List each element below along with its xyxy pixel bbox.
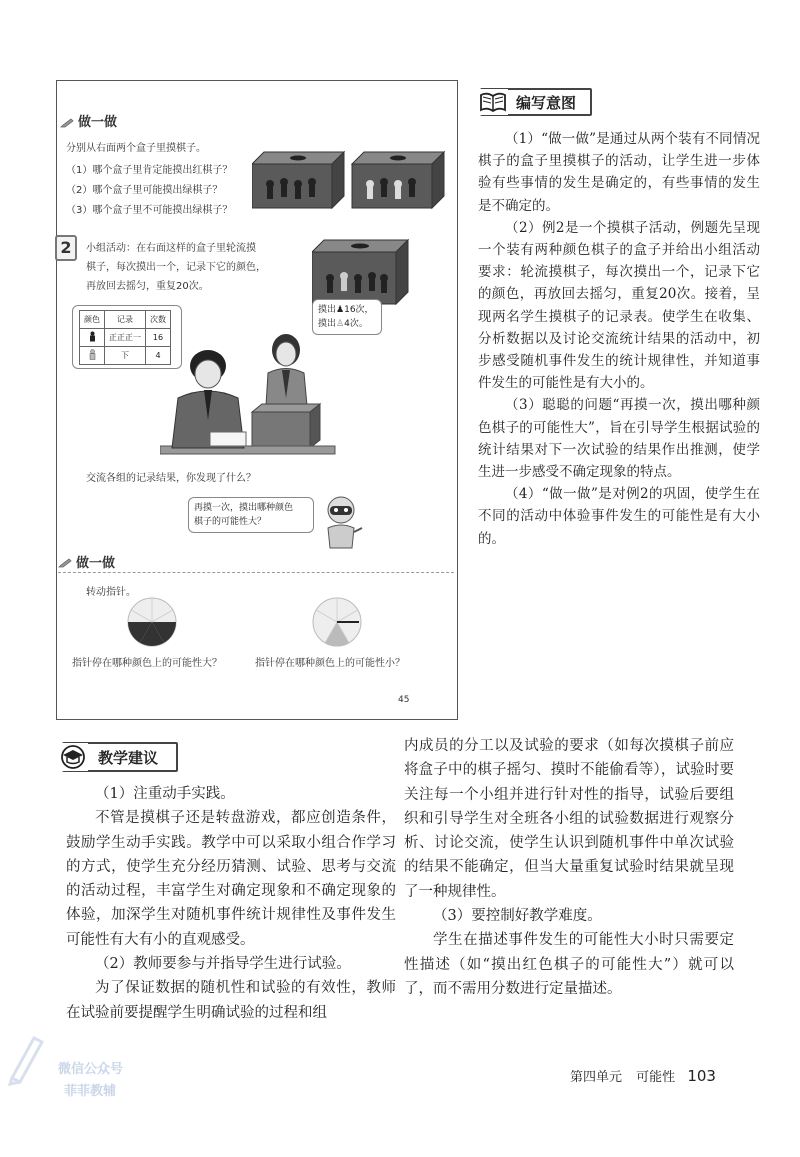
chess-piece-light-icon bbox=[80, 347, 105, 365]
record-table-header bbox=[80, 311, 171, 329]
discussion-text: 交流各组的记录结果，你发现了什么？ bbox=[86, 473, 256, 484]
count-cell: 16 bbox=[146, 329, 171, 347]
watermark-line-1: 微信公众号 bbox=[58, 1062, 124, 1077]
col-record: 记录 bbox=[105, 311, 146, 329]
advice-paragraph: （1）注重动手实践。 bbox=[95, 786, 235, 802]
chess-piece-light-icon: ♙ bbox=[336, 319, 345, 329]
chess-piece-dark-icon: ♟ bbox=[336, 305, 345, 315]
advice-paragraph: 学生在描述事件发生的可能性大小时只需要定性描述（如“摸出红色棋子的可能性大”）就可以了，而不需用分数进行定量描述。 bbox=[404, 932, 734, 997]
example-number-badge: 2 bbox=[55, 235, 77, 261]
robot-bubble bbox=[188, 497, 314, 533]
section1-questions bbox=[66, 161, 232, 221]
box-left bbox=[252, 152, 344, 208]
box-right bbox=[352, 152, 444, 208]
question-3: （3）哪个盒子里不可能摸出绿棋子？ bbox=[66, 205, 233, 216]
spinner-caption-right: 指针停在哪种颜色上的可能性小？ bbox=[255, 658, 405, 669]
advice-right-column bbox=[404, 734, 734, 1001]
do-it-heading-1: 做一做 bbox=[60, 111, 117, 130]
chess-box-illustration bbox=[312, 238, 410, 306]
students-illustration bbox=[160, 328, 340, 468]
textbook-page-number: 45 bbox=[398, 695, 410, 705]
tally-cell: 下 bbox=[105, 347, 146, 365]
advice-paragraph: 内成员的分工以及试验的要求（如每次摸棋子前应将盒子中的棋子摇匀、摸时不能偷看等），试验时要关注每一个小组并进行针对性的指导，试验后要组织和引导学生对全班各小组的试验数据进行观察分析、讨论交流，使学生认识到随机事件中单次试验的结果不能确定，但当大量重复试验时结果就呈现了一种规律性。 bbox=[404, 738, 734, 900]
advice-title: 教学建议 bbox=[98, 749, 159, 767]
record-table bbox=[79, 310, 171, 365]
intent-title: 编写意图 bbox=[516, 94, 577, 112]
intent-paragraph: （3）聪聪的问题“再摸一次，摸出哪种颜色棋子的可能性大”，旨在引导学生根据试验的统计结果对下一次试验的结果作出推测，使学生进一步感受不确定现象的特点。 bbox=[478, 397, 760, 481]
robot-icon bbox=[318, 494, 364, 550]
spinner-right bbox=[311, 596, 363, 648]
table-row bbox=[80, 329, 171, 347]
col-count: 次数 bbox=[146, 311, 171, 329]
graduation-cap-icon bbox=[58, 743, 88, 771]
spinner-caption-left: 指针停在哪种颜色上的可能性大？ bbox=[72, 658, 222, 669]
footer-topic: 可能性 bbox=[636, 1070, 676, 1085]
section-divider bbox=[58, 572, 454, 574]
intent-paragraph: （4）“做一做”是对例2的巩固，使学生在不同的活动中体验事件发生的可能性是有大小的。 bbox=[478, 486, 760, 547]
book-icon bbox=[478, 89, 508, 115]
chess-piece-dark-icon bbox=[80, 329, 105, 347]
intent-heading bbox=[480, 88, 592, 116]
advice-paragraph: （2）教师要参与并指导学生进行试验。 bbox=[95, 956, 351, 973]
example-text-line: 棋子，每次摸出一个，记录下它的颜色， bbox=[86, 262, 266, 273]
question-2: （2）哪个盒子里可能摸出绿棋子？ bbox=[66, 185, 223, 196]
intent-paragraph: （1）“做一做”是通过从两个装有不同情况棋子的盒子里摸棋子的活动，让学生进一步体验有些事情的发生是确定的，有些事情的发生是不确定的。 bbox=[478, 131, 760, 214]
section2-intro: 转动指针。 bbox=[86, 587, 136, 598]
col-color: 颜色 bbox=[80, 311, 105, 329]
page-footer bbox=[570, 1066, 716, 1085]
intent-paragraph: （2）例2是一个摸棋子活动，例题先呈现一个装有两种颜色棋子的盒子并给出小组活动要求：轮流摸棋子，每次摸出一个，记录下它的颜色，再放回去摇匀，重复20次。接着，呈现两名学生摸棋子的记录表。使学生在收集、分析数据以及讨论交流统计结果的活动中，初步感受随机事件发生的统计规律性，并知道事件发生的可能性是有大小的。 bbox=[478, 219, 760, 392]
example-text-line: 小组活动：在右面这样的盒子里轮流摸 bbox=[86, 243, 256, 254]
count-line-2: 摸出♙4次。 bbox=[318, 319, 368, 329]
intent-text bbox=[478, 128, 760, 550]
advice-paragraph: （3）要控制好教学难度。 bbox=[433, 908, 602, 925]
boy-figure bbox=[172, 350, 246, 448]
count-cell: 4 bbox=[146, 347, 171, 365]
example-text bbox=[86, 239, 266, 296]
section1-intro: 分别从右面两个盒子里摸棋子。 bbox=[66, 143, 206, 154]
watermark-line-2: 菲菲教辅 bbox=[64, 1084, 117, 1099]
advice-paragraph: 不管是摸棋子还是转盘游戏，都应创造条件，鼓励学生动手实践。教学中可以采取小组合作学习的方式，使学生充分经历猜测、试验、思考与交流的活动过程，丰富学生对确定现象和不确定现象的体验，加深学生对随机事件统计规律性及事件发生可能性有大有小的直观感受。 bbox=[66, 810, 396, 948]
advice-heading bbox=[62, 742, 178, 772]
pencil-icon bbox=[58, 558, 72, 568]
tally-cell: 正正正一 bbox=[105, 329, 146, 347]
question-1: （1）哪个盒子里肯定能摸出红棋子？ bbox=[66, 165, 233, 176]
count-line-1: 摸出♟16次， bbox=[318, 305, 374, 315]
table-row bbox=[80, 347, 171, 365]
do-it-heading-2: 做一做 bbox=[58, 552, 115, 571]
pencil-watermark-icon bbox=[6, 1028, 46, 1086]
two-boxes-illustration bbox=[252, 150, 450, 210]
robot-bubble-line: 再摸一次，摸出哪种颜色 bbox=[194, 503, 294, 513]
advice-left-column bbox=[66, 782, 396, 1025]
advice-paragraph: 为了保证数据的随机性和试验的有效性，教师在试验前要提醒学生明确试验的过程和组 bbox=[66, 980, 396, 1021]
footer-page-number: 103 bbox=[687, 1067, 716, 1085]
spinner-left bbox=[126, 596, 178, 648]
footer-unit: 第四单元 bbox=[570, 1070, 623, 1085]
example-text-line: 再放回去摇匀，重复20次。 bbox=[86, 281, 209, 292]
pencil-icon bbox=[60, 118, 74, 128]
robot-bubble-line: 棋子的可能性大？ bbox=[194, 517, 267, 527]
